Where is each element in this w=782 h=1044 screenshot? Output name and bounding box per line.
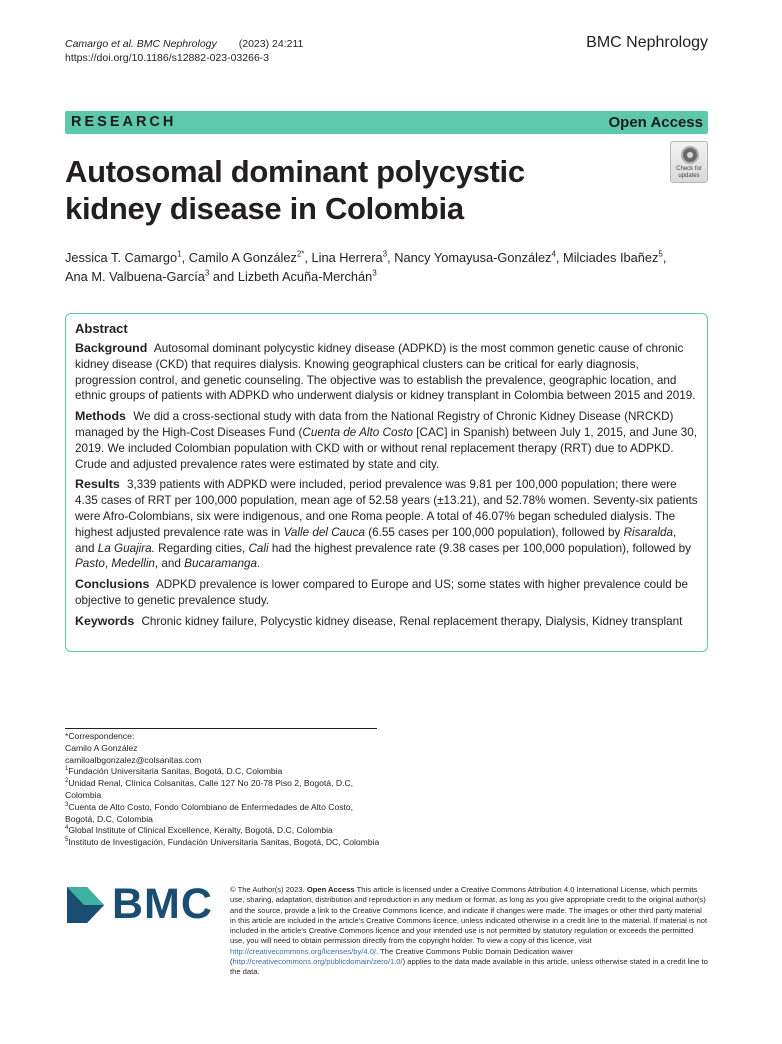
keywords-text: Chronic kidney failure, Polycystic kidney disease, Renal replacement therapy, Dialysis, Kidney transplant bbox=[141, 614, 683, 628]
abstract-keywords bbox=[75, 614, 698, 630]
methods-text: [CAC] in Spanish) between July 1, 2015, and June 30, 2019. We included Colombian population with CKD with or without renal replacement therapy (RRT) due to ADPKD. Crude and adjusted prevalence rates were estimated by state and city. bbox=[75, 425, 697, 471]
abstract-conclusions bbox=[75, 577, 698, 609]
abstract-box bbox=[65, 313, 708, 652]
affiliation-text: Instituto de Investigación, Fundación Universitaria Sanitas, Bogotá, DC, Colombia bbox=[68, 837, 380, 848]
methods-text-italic: Cuenta de Alto Costo bbox=[302, 425, 414, 439]
affiliation-text: Cuenta de Alto Costo, Fondo Colombiano de Enfermedades de Alto Costo, Bogotá, D.C, Colombia bbox=[65, 801, 354, 824]
abstract-methods bbox=[75, 409, 698, 472]
article-type-label: RESEARCH bbox=[71, 114, 177, 130]
citation-year-volume: (2023) 24:211 bbox=[238, 38, 304, 50]
open-access-label: Open Access bbox=[608, 114, 703, 131]
citation-journal: BMC Nephrology bbox=[136, 38, 217, 50]
running-header bbox=[65, 37, 303, 65]
author-affiliation: 1 bbox=[177, 249, 182, 259]
abstract-heading: Abstract bbox=[75, 321, 128, 336]
affiliation-item bbox=[65, 837, 385, 849]
author-line-2 bbox=[65, 267, 685, 286]
background-text: Autosomal dominant polycystic kidney disease (ADPKD) is the most common genetic cause of chronic kidney disease (CKD) that requires dialysis. Knowing geographical clusters can be critical for early diagnosis, progression control, and genetic counseling. The objective was to establish the prevalence, geographic location, and ethnic groups of patients with ADPKD who underwent dialysis or kidney transplant in Colombia between 2015 and 2019. bbox=[75, 342, 696, 403]
keywords-label: Keywords bbox=[75, 613, 135, 628]
affiliation-item bbox=[65, 802, 385, 826]
results-text-italic: Cali bbox=[248, 541, 269, 555]
check-for-updates-button[interactable] bbox=[670, 141, 708, 183]
public-domain-link[interactable]: http://creativecommons.org/publicdomain/zero/1.0/ bbox=[232, 957, 403, 967]
results-text-italic: Medellin bbox=[111, 557, 155, 571]
author-name[interactable]: Milciades Ibañez bbox=[563, 250, 659, 265]
results-text-italic: Risaralda bbox=[623, 525, 673, 539]
methods-label: Methods bbox=[75, 409, 126, 424]
affiliation-item bbox=[65, 825, 385, 837]
journal-name: BMC Nephrology bbox=[586, 34, 708, 51]
affiliation-item bbox=[65, 778, 385, 802]
results-text: (6.55 cases per 100,000 population), followed by bbox=[365, 525, 624, 539]
footnote-divider bbox=[65, 728, 377, 729]
results-text: . bbox=[256, 557, 261, 571]
affiliation-text: Fundación Universitaria Sanitas, Bogotá, D.C, Colombia bbox=[68, 766, 283, 777]
correspondence-label: *Correspondence: bbox=[65, 731, 135, 741]
doi-link[interactable]: https://doi.org/10.1186/s12882-023-03266-3 bbox=[65, 52, 270, 64]
results-text: , bbox=[104, 557, 112, 571]
methods-text: We did a cross-sectional study with data from the National Registry of Chronic Kidney Disease (NRCKD) managed by the High-Cost Diseases Fund ( bbox=[75, 410, 674, 439]
license-copyright: © The Author(s) 2023. bbox=[230, 885, 305, 894]
affiliation-text: Global Institute of Clinical Excellence, Keralty, Bogotá, D.C, Colombia bbox=[68, 825, 333, 836]
affiliation-number: 1 bbox=[65, 766, 69, 773]
article-title: Autosomal dominant polycystic kidney disease in Colombia bbox=[65, 154, 525, 226]
author-separator: and bbox=[209, 269, 238, 284]
license-body: . The Creative Commons Public Domain Dedication waiver ( bbox=[230, 946, 574, 967]
license-body: ) applies to the data made available in this article, unless otherwise stated in a credit line to the data. bbox=[230, 957, 708, 977]
author-affiliation: 3 bbox=[372, 268, 377, 278]
license-body: This article is licensed under a Creative Commons Attribution 4.0 International License, which permits use, sharing, adaptation, distribution and reproduction in any medium or format, as long as you give appropriate credit to the original author(s) and the source, provide a link to the Creative Commons licence, and indicate if changes were made. The images or other third party material in this article are included in the article's Creative Commons licence, unless indicated otherwise in a credit line to the material. If material is not included in the article's Creative Commons licence and your intended use is not permitted by statutory regulation or exceeds the permitted use, you will need to obtain permission directly from the copyright holder. To view a copy of this licence, visit bbox=[230, 885, 708, 946]
author-name[interactable]: Camilo A González bbox=[188, 250, 297, 265]
results-label: Results bbox=[75, 477, 120, 492]
author-name[interactable]: Lina Herrera bbox=[311, 250, 383, 265]
results-text: , and bbox=[154, 557, 185, 571]
results-text: Regarding cities, bbox=[154, 541, 249, 555]
abstract-results bbox=[75, 477, 698, 572]
author-affiliation: 4 bbox=[551, 249, 556, 259]
affiliation-number: 5 bbox=[65, 837, 69, 844]
affiliation-number: 4 bbox=[65, 825, 69, 832]
author-list bbox=[65, 248, 685, 286]
conclusions-label: Conclusions bbox=[75, 577, 150, 592]
bmc-logo-mark-icon bbox=[67, 887, 104, 923]
author-affiliation: 3 bbox=[204, 268, 210, 278]
author-affiliation: 5 bbox=[658, 249, 663, 259]
results-text-italic: La Guajira. bbox=[97, 541, 155, 555]
author-affiliation: 3 bbox=[382, 249, 388, 259]
affiliation-text: Unidad Renal, Clínica Colsanitas, Calle 127 No 20-78 Piso 2, Bogotá, D.C, Colombia bbox=[65, 778, 354, 800]
conclusions-text: ADPKD prevalence is lower compared to Europe and US; some states with higher prevalence could be objective to genetic prevalence study. bbox=[75, 578, 689, 607]
results-text-italic: Pasto bbox=[75, 557, 105, 571]
license-link[interactable]: http://creativecommons.org/licenses/by/4.0/ bbox=[230, 946, 377, 956]
author-name[interactable]: Jessica T. Camargo bbox=[65, 250, 178, 265]
author-name[interactable]: Nancy Yomayusa-González bbox=[394, 250, 552, 265]
article-type-banner bbox=[65, 111, 708, 134]
bmc-logo-text: BMC bbox=[112, 880, 213, 928]
correspondence-block bbox=[65, 731, 385, 849]
bmc-logo bbox=[67, 880, 237, 928]
author-affiliation: 2* bbox=[296, 249, 305, 259]
affiliation-number: 2 bbox=[65, 778, 69, 785]
check-for-updates-label: Check for updates bbox=[676, 166, 702, 179]
author-line-1: Jessica T. Camargo$^1$, Camilo A González$^{2*}$, Lina Herrera$^3$, Nancy Yomayusa-González$^4$, Milciades Ibañez$^5$, bbox=[65, 249, 667, 265]
results-text: , and bbox=[75, 525, 677, 555]
author-name[interactable]: Ana M. Valbuena-García bbox=[65, 269, 205, 284]
author-name[interactable]: Lizbeth Acuña-Merchán bbox=[237, 269, 373, 284]
license-text bbox=[230, 885, 708, 978]
license-open-access: Open Access bbox=[306, 885, 355, 894]
results-text: 3,339 patients with ADPKD were included, period prevalence was 9.81 per 100,000 population; there were 4.35 cases of RRT per 100,000 population, mean age of 52.58 years (±13.21), and 52.78% women. Seventy-six patients were Afro-Colombians, six were indigenous, and one Roma people. A total of 46.07% began scheduled dialysis. The highest adjusted prevalence rate was in bbox=[75, 478, 698, 539]
correspondence-name: Camilo A González bbox=[65, 742, 138, 753]
background-label: Background bbox=[75, 341, 148, 355]
abstract-background bbox=[75, 341, 698, 404]
results-text-italic: Valle del Cauca bbox=[283, 525, 365, 539]
crossmark-icon bbox=[681, 146, 699, 164]
correspondence-email[interactable]: camiloalbgonzalez@colsanitas.com bbox=[65, 754, 202, 765]
affiliation-number: 3 bbox=[65, 801, 69, 808]
affiliation-item bbox=[65, 766, 385, 778]
results-text-italic: Bucaramanga bbox=[184, 557, 257, 571]
citation-line bbox=[65, 37, 303, 51]
results-text: had the highest prevalence rate (9.38 cases per 100,000 population), followed by bbox=[268, 541, 691, 555]
citation-authors: Camargo et al. bbox=[65, 38, 134, 50]
